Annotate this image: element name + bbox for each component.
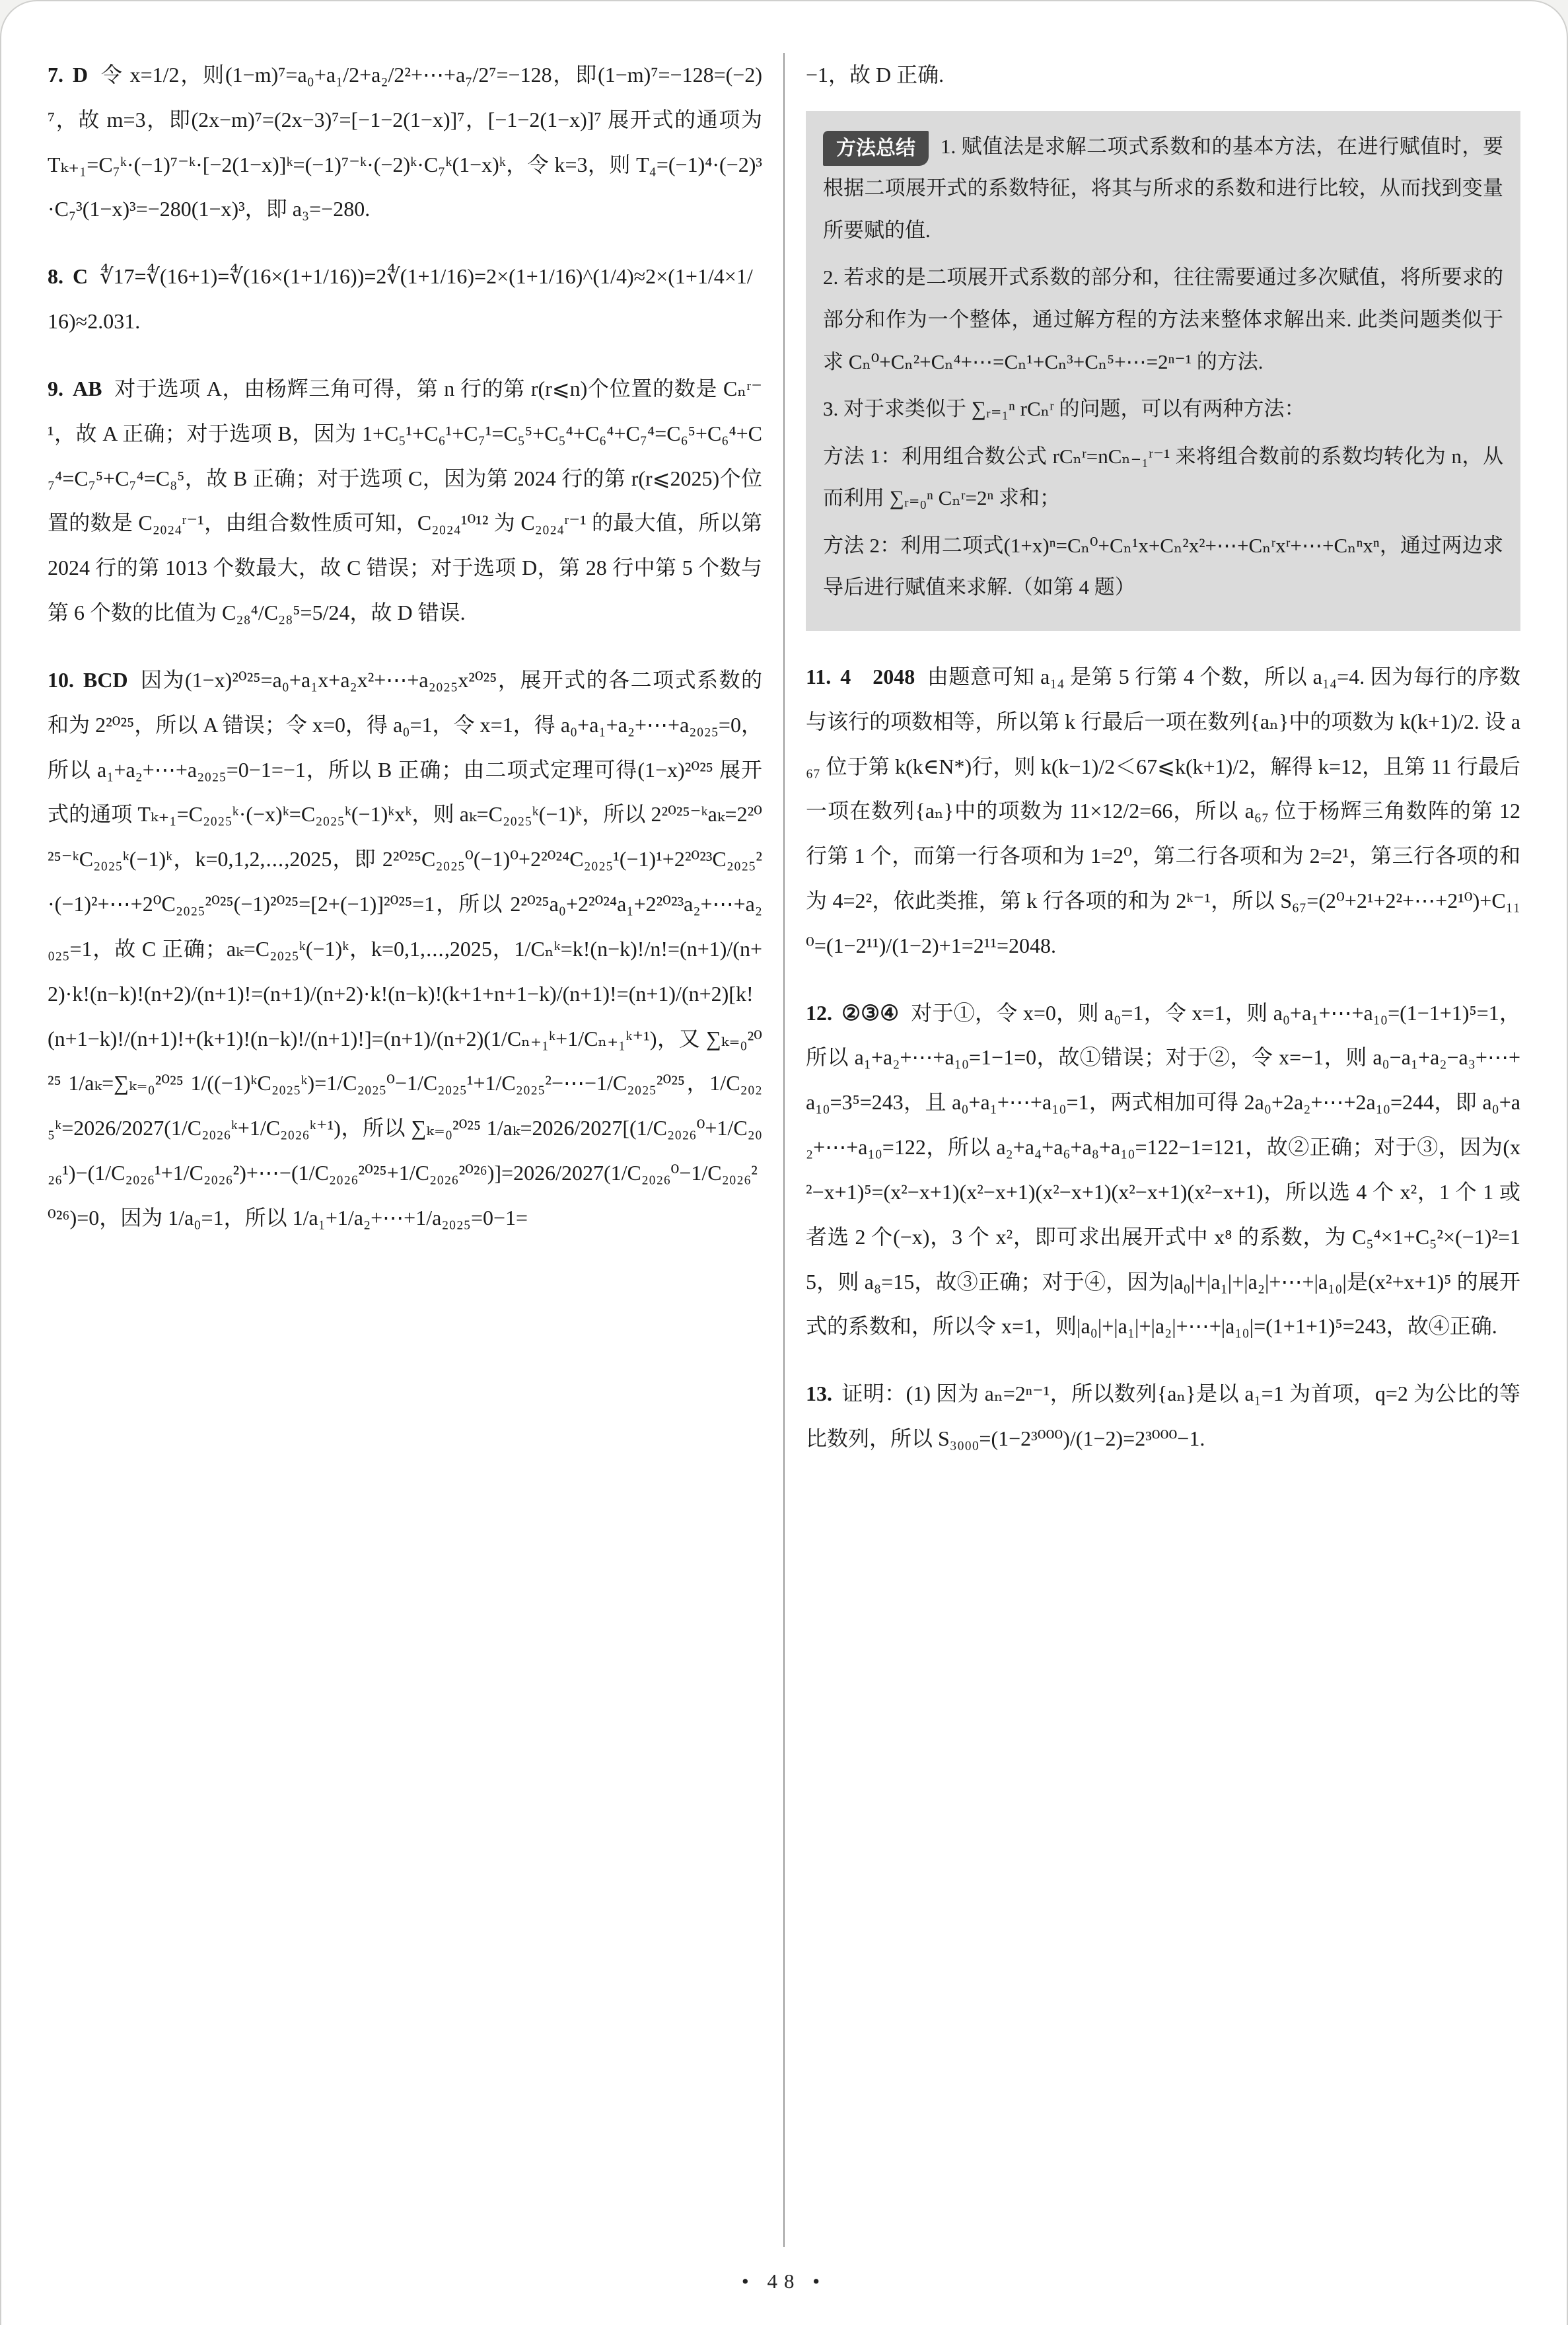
method-summary-box [806,111,1520,631]
method-point-3-method-2: 方法 2：利用二项式(1+x)ⁿ=Cₙ⁰+Cₙ¹x+Cₙ²x²+⋯+Cₙʳxʳ+⋯+Cₙⁿxⁿ，通过两边求导后进行赋值来求解.（如第 4 题） [823,533,1503,599]
solution-text: 对于选项 A，由杨辉三角可得，第 n 行的第 r(r⩽n)个位置的数是 Cₙʳ⁻¹，故 A 正确；对于选项 B，因为 1+C₅¹+C₆¹+C₇¹=C₅⁵+C₅⁴+C₆⁴+C₇⁴=C₆⁵+C₆⁴+C₇⁴=C₇⁵+C₇⁴=C₈⁵，故 B 正确；对于选项 C，因为第 2024 行的第 r(r⩽2025)个位置的数是 C₂₀₂₄ʳ⁻¹，由组合数性质可知，C₂₀₂₄¹⁰¹² 为 C₂₀₂₄ʳ⁻¹ 的最大值，所以第 2024 行的第 1013 个数最大，故 C 错误；对于选项 D，第 28 行中第 5 个数与第 6 个数的比值为 C₂₈⁴/C₂₈⁵=5/24，故 D 错误. [48,376,762,625]
problem-number: 13. [806,1382,832,1406]
answer-label: D [73,63,89,87]
solution-text: 因为(1−x)²⁰²⁵=a₀+a₁x+a₂x²+⋯+a₂₀₂₅x²⁰²⁵，展开式的各二项式系数的和为 2²⁰²⁵，所以 A 错误；令 x=0，得 a₀=1，令 x=1，得 a₀+a₁+a₂+⋯+a₂₀₂₅=0，所以 a₁+a₂+⋯+a₂₀₂₅=0−1=−1，所以 B 正确；由二项式定理可得(1−x)²⁰²⁵ 展开式的通项 Tₖ₊₁=C₂₀₂₅ᵏ·(−x)ᵏ=C₂₀₂₅ᵏ(−1)ᵏxᵏ，则 aₖ=C₂₀₂₅ᵏ(−1)ᵏ，所以 2²⁰²⁵⁻ᵏaₖ=2²⁰²⁵⁻ᵏC₂₀₂₅ᵏ(−1)ᵏ，k=0,1,2,⋯,2025，即 2²⁰²⁵C₂₀₂₅⁰(−1)⁰+2²⁰²⁴C₂₀₂₅¹(−1)¹+2²⁰²³C₂₀₂₅²·(−1)²+⋯+2⁰C₂₀₂₅²⁰²⁵(−1)²⁰²⁵=[2+(−1)]²⁰²⁵=1，所以 2²⁰²⁵a₀+2²⁰²⁴a₁+2²⁰²³a₂+⋯+a₂₀₂₅=1，故 C 正确；aₖ=C₂₀₂₅ᵏ(−1)ᵏ，k=0,1,⋯,2025，1/Cₙᵏ=k!(n−k)!/n!=(n+1)/(n+2)·k!(n−k)!(n+2)/(n+1)!=(n+1)/(n+2)·k!(n−k)!(k+1+n+1−k)/(n+1)!=(n+1)/(n+2)[k!(n+1−k)!/(n+1)!+(k+1)!(n−k)!/(n+1)!]=(n+1)/(n+2)(1/Cₙ₊₁ᵏ+1/Cₙ₊₁ᵏ⁺¹)，又 ∑ₖ₌₀²⁰²⁵ 1/aₖ=∑ₖ₌₀²⁰²⁵ 1/((−1)ᵏC₂₀₂₅ᵏ)=1/C₂₀₂₅⁰−1/C₂₀₂₅¹+1/C₂₀₂₅²−⋯−1/C₂₀₂₅²⁰²⁵，1/C₂₀₂₅ᵏ=2026/2027(1/C₂₀₂₆ᵏ+1/C₂₀₂₆ᵏ⁺¹)，所以 ∑ₖ₌₀²⁰²⁵ 1/aₖ=2026/2027[(1/C₂₀₂₆⁰+1/C₂₀₂₆¹)−(1/C₂₀₂₆¹+1/C₂₀₂₆²)+⋯−(1/C₂₀₂₆²⁰²⁵+1/C₂₀₂₆²⁰²⁶)]=2026/2027(1/C₂₀₂₆⁰−1/C₂₀₂₆²⁰²⁶)=0，因为 1/a₀=1，所以 1/a₁+1/a₂+⋯+1/a₂₀₂₅=0−1= [48,667,762,1230]
problem-number: 12. [806,1000,832,1025]
answer-label: ②③④ [841,1000,900,1025]
solution-12 [806,991,1520,1350]
solution-10-continuation: −1，故 D 正确. [806,63,944,87]
method-summary-label: 方法总结 [823,131,929,166]
solution-13 [806,1372,1520,1461]
solution-10 [48,658,762,1241]
solution-9 [48,367,762,636]
answer-label: BCD [83,667,128,692]
solution-text: ∜17=∜(16+1)=∜(16×(1+1/16))=2∜(1+1/16)=2×(1+1/16)^(1/4)≈2×(1+1/4×1/16)≈2.031. [48,264,753,334]
method-point-3: 3. 对于求类似于 ∑ᵣ₌₁ⁿ rCₙʳ 的问题，可以有两种方法： [823,397,1305,421]
solution-text: 证明：(1) 因为 aₙ=2ⁿ⁻¹，所以数列{aₙ}是以 a₁=1 为首项，q=2 为公比的等比数列，所以 S₃₀₀₀=(1−2³⁰⁰⁰)/(1−2)=2³⁰⁰⁰−1. [806,1382,1520,1451]
solution-8 [48,254,762,344]
method-point-1 [823,126,1503,252]
solution-text: 由题意可知 a₁₄ 是第 5 行第 4 个数，所以 a₁₄=4. 因为每行的序数与该行的项数相等，所以第 k 行最后一项在数列{aₙ}中的项数为 k(k+1)/2. 设 a₆₇ 位于第 k(k∈N*)行，则 k(k−1)/2＜67⩽k(k+1)/2，解得 k=12，且第 11 行最后一项在数列{aₙ}中的项数为 11×12/2=66，所以 a₆₇ 位于杨辉三角数阵的第 12 行第 1 个，而第一行各项和为 1=2⁰，第二行各项和为 2=2¹，第三行各项的和为 4=2²，依此类推，第 k 行各项的和为 2ᵏ⁻¹，所以 S₆₇=(2⁰+2¹+2²+⋯+2¹⁰)+C₁₁⁰=(1−2¹¹)/(1−2)+1=2¹¹=2048. [806,664,1520,957]
answer-label: AB [73,376,102,400]
problem-number: 8. [48,264,63,289]
problem-number: 10. [48,667,74,692]
left-column [48,53,783,2247]
solution-text: 对于①，令 x=0，则 a₀=1，令 x=1，则 a₀+a₁+⋯+a₁₀=(1−1+1)⁵=1，所以 a₁+a₂+⋯+a₁₀=1−1=0，故①错误；对于②，令 x=−1，则 a₀−a₁+a₂−a₃+⋯+a₁₀=3⁵=243，且 a₀+a₁+⋯+a₁₀=1，两式相加可得 2a₀+2a₂+⋯+2a₁₀=244，即 a₀+a₂+⋯+a₁₀=122，所以 a₂+a₄+a₆+a₈+a₁₀=122−1=121，故②正确；对于③，因为(x²−x+1)⁵=(x²−x+1)(x²−x+1)(x²−x+1)(x²−x+1)(x²−x+1)，所以选 4 个 x²，1 个 1 或者选 2 个(−x)，3 个 x²，即可求出展开式中 x⁸ 的系数，为 C₅⁴×1+C₅²×(−1)²=15，则 a₈=15，故③正确；对于④，因为|a₀|+|a₁|+|a₂|+⋯+|a₁₀|是(x²+x+1)⁵ 的展开式的系数和，所以令 x=1，则|a₀|+|a₁|+|a₂|+⋯+|a₁₀|=(1+1+1)⁵=243，故④正确. [806,1000,1520,1339]
problem-number: 11. [806,664,832,688]
solution-7 [48,53,762,232]
page-number: • 48 • [741,2270,827,2293]
answer-label: 4 2048 [840,664,915,688]
solution-text: 令 x=1/2，则(1−m)⁷=a₀+a₁/2+a₂/2²+⋯+a₇/2⁷=−128，即(1−m)⁷=−128=(−2)⁷，故 m=3，即(2x−m)⁷=(2x−3)⁷=[−1−2(1−x)]⁷，[−1−2(1−x)]⁷ 展开式的通项为 Tₖ₊₁=C₇ᵏ·(−1)⁷⁻ᵏ·[−2(1−x)]ᵏ=(−1)⁷⁻ᵏ·(−2)ᵏ·C₇ᵏ(1−x)ᵏ，令 k=3，则 T₄=(−1)⁴·(−2)³·C₇³(1−x)³=−280(1−x)³，即 a₃=−280. [48,63,762,221]
solution-11 [806,655,1520,969]
method-point-3-method-1: 方法 1：利用组合数公式 rCₙʳ=nCₙ₋₁ʳ⁻¹ 来将组合数前的系数均转化为 n，从而利用 ∑ᵣ₌₀ⁿ Cₙʳ=2ⁿ 求和； [823,444,1503,510]
method-point-text: 1. 赋值法是求解二项式系数和的基本方法，在进行赋值时，要根据二项展开式的系数特征，将其与所求的系数和进行比较，从而找到变量所要赋的值. [823,134,1503,242]
problem-number: 9. [48,376,63,400]
problem-number: 7. [48,63,63,87]
right-column [785,53,1520,2247]
two-column-layout [48,53,1520,2247]
method-point-2: 2. 若求的是二项展开式系数的部分和，往往需要通过多次赋值，将所要求的部分和作为一个整体，通过解方程的方法来整体求解出来. 此类问题类似于求 Cₙ⁰+Cₙ²+Cₙ⁴+⋯=Cₙ¹+Cₙ³+Cₙ⁵+⋯=2ⁿ⁻¹ 的方法. [823,266,1503,373]
answer-label: C [73,264,89,289]
